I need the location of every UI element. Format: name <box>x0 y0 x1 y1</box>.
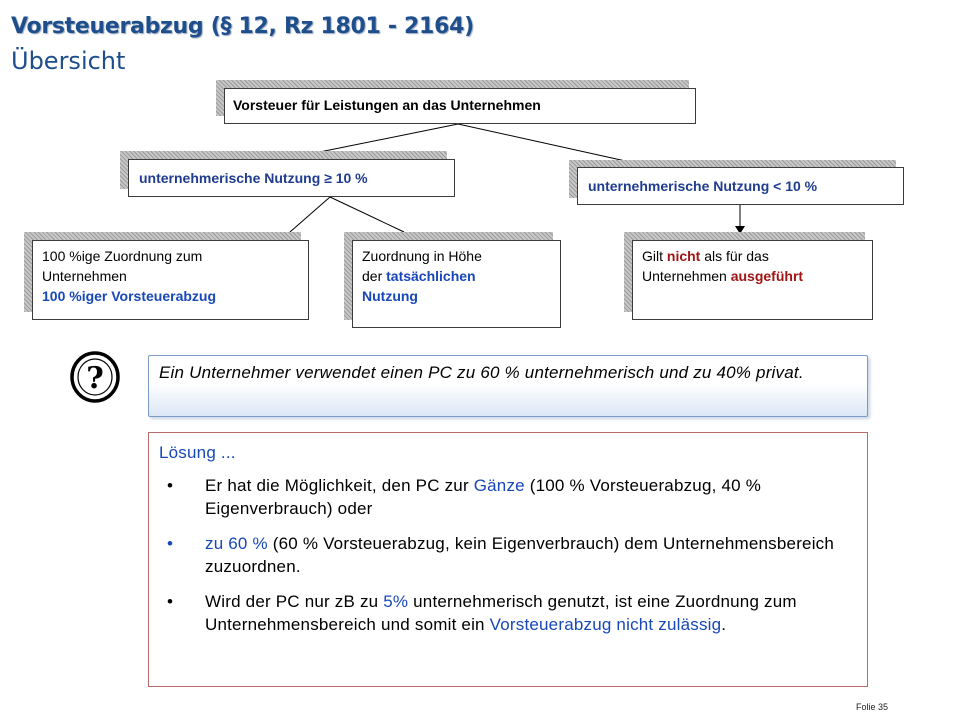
branch-box-high-usage <box>128 159 455 197</box>
leaf-box-full-allocation <box>32 240 309 320</box>
slide-number: Folie 35 <box>856 702 889 712</box>
leaf1-line1: 100 %ige Zuordnung zum <box>42 248 203 264</box>
page-title: Vorsteuerabzug (§ 12, Rz 1801 - 2164) <box>11 14 474 39</box>
solution-heading: Lösung ... <box>159 443 236 462</box>
solution-bullet-3: • Wird der PC nur zB zu 5% unternehmerisch genutzt, ist eine Zuordnung zum Unternehmensbereich und somit ein Vorsteuerabzug nicht zulässig. <box>167 592 797 634</box>
branch-label-low-usage: unternehmerische Nutzung < 10 % <box>588 178 818 194</box>
branch-box-low-usage <box>577 167 904 205</box>
leaf-box-actual-usage <box>352 240 561 328</box>
leaf3-line1: Gilt nicht als für das <box>642 248 769 264</box>
solution-box <box>148 432 868 687</box>
bullet-dot: • <box>167 476 174 495</box>
leaf1-line2: Unternehmen <box>42 268 127 284</box>
solution-bullet-1: • Er hat die Möglichkeit, den PC zur Gänze (100 % Vorsteuerabzug, 40 % Eigenverbrauch) oder <box>167 476 762 518</box>
leaf2-line2: der tatsächlichen <box>362 268 476 284</box>
root-box <box>224 88 696 124</box>
question-text: Ein Unternehmer verwendet einen PC zu 60 % unternehmerisch und zu 40% privat. <box>159 363 804 382</box>
bullet-dot: • <box>167 534 174 553</box>
leaf1-line3: 100 %iger Vorsteuerabzug <box>42 288 217 304</box>
leaf2-line1: Zuordnung in Höhe <box>362 248 482 264</box>
svg-text:?: ? <box>86 361 104 396</box>
leaf3-line2: Unternehmen ausgeführt <box>642 268 804 284</box>
leaf2-line3: Nutzung <box>362 288 418 304</box>
solution-bullet-2: • zu 60 % (60 % Vorsteuerabzug, kein Eigenverbrauch) dem Unternehmensbereich zuzuordnen. <box>167 534 835 576</box>
bullet-dot: • <box>167 592 174 611</box>
question-mark-icon <box>70 351 120 403</box>
page-subtitle: Übersicht <box>11 47 126 75</box>
branch-label-high-usage: unternehmerische Nutzung ≥ 10 % <box>139 170 368 186</box>
root-label: Vorsteuer für Leistungen an das Unternehmen <box>233 97 541 113</box>
question-box <box>148 355 868 417</box>
leaf-box-not-business <box>632 240 873 320</box>
